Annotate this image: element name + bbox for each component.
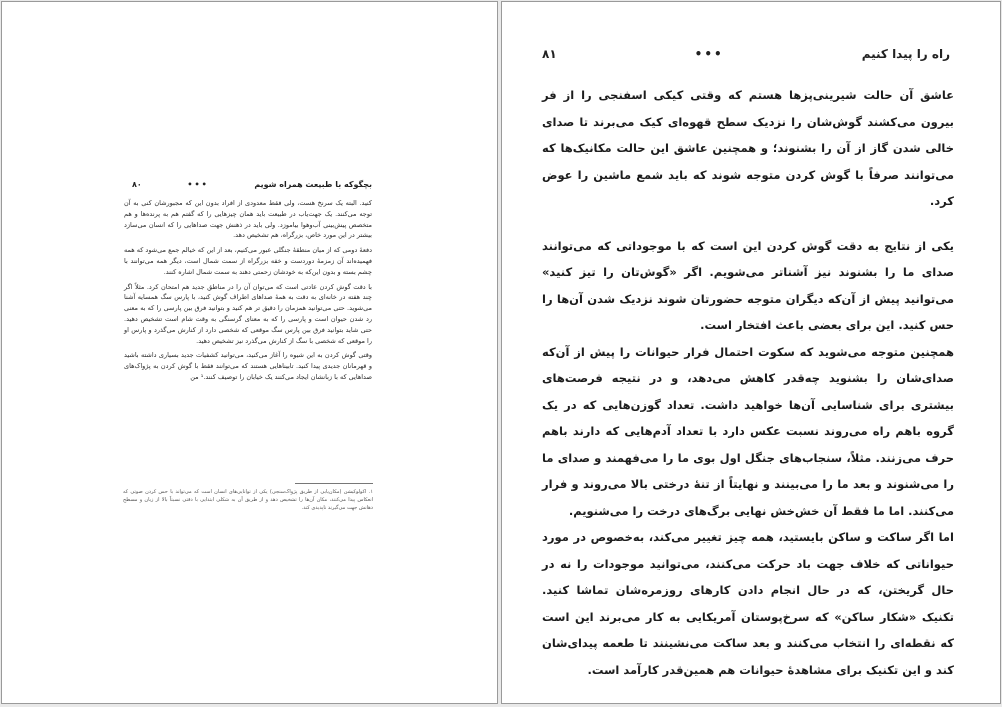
left-paragraph-2: دفعهٔ دومی که از میان منطقهٔ جنگلی عبور می‌کنیم، بعد از این که خیالم جمع می‌شود که همه فهمیده‌اند آن زمزمهٔ دوردست و خفه بزرگراه از سمت شمال است، دیگر همه می‌توانند با چشم بسته و بدون این‌که به خودشان زحمتی دهند به سمت شمال اشاره کنند.	[124, 246, 372, 276]
left-paragraph-1: کنید. البته یک سرنخ هست، ولی فقط معدودی از افراد بدون این که مجبورشان کنی به آن توجه می‌کنند. یک جهت‌یاب در طبیعت باید همان چیزهایی را که گفتم هم به پرنده‌ها و هم متخصص پیش‌بینی آب‌وهوا بیاموزد. ولی باید در ذهنش جهت صداهایی را که انسان می‌سازد بیشتر در این مورد خاص، بزرگراه، هم تشخیص دهد.	[124, 199, 372, 240]
right-paragraph-4: اما اگر ساکت و ساکن بایستید، همه چیز تغییر می‌کند، به‌خصوص در مورد حیواناتی که خلاف جهت باد حرکت می‌کنند، می‌توانید موجودات را نه در حال گریختن، که در حال انجام دادن کارهای روزمره‌شان تماشا کنید. تکنیک «شکار ساکن» که سرخ‌پوستان آمریکایی به کار می‌برند این است که نقطه‌ای را انتخاب می‌کنند و بعد ساکت می‌نشینند تا طعمه پیدای‌شان کند و این تکنیک برای مشاهدهٔ حیوانات هم همین‌قدر کارآمد است.	[542, 530, 954, 677]
right-body-text	[542, 82, 954, 683]
right-header-dots: •••	[694, 47, 724, 61]
right-chapter-title: راه را پیدا کنیم	[861, 47, 950, 61]
left-paragraph-4: وقتی گوش کردن به این شیوه را آغاز می‌کنید، می‌توانید کشفیات جدید بسیاری داشته باشید و قهرمانان جدیدی پیدا کنید. تابیناهایی هستند که می‌توانند فقط با گوش کردن به پژواک‌های صداهایی که با زبانشان ایجاد می‌کنند یک خیابان را توصیف کنند.¹ من	[124, 351, 372, 381]
left-body-text	[124, 198, 372, 387]
right-page-number: ۸۱	[542, 47, 557, 61]
left-page	[1, 1, 498, 704]
right-paragraph-2: یکی از نتایج به دقت گوش کردن این است که با موجوداتی که می‌توانند صدای ما را بشنوند نیز آشناتر می‌شویم. اگر «گوش‌تان را تیز کنید» می‌توانید پیش از آن‌که دیگران متوجه حضورتان شوند نزدیک شدن آن‌ها را حس کنید. این برای بعضی باعث افتخار است.	[542, 238, 954, 332]
right-paragraph-1: عاشق آن حالت شیرینی‌پزها هستم که وقتی کیکی اسفنجی را از فر بیرون می‌کشند گوش‌شان را نزدیک سطح قهوه‌ای کیک می‌برند تا صدای خالی شدن گاز از آن را بشنوند؛ و همچنین عاشق این حالت مکانیک‌ها که می‌توانند صرفاً با گوش کردن متوجه شوند که باید شمع ماشین را عوض کرد.	[542, 88, 954, 208]
right-page	[501, 1, 1001, 704]
right-page-header	[542, 43, 950, 65]
left-footnote: ۱. اکولوکیشن (مکان‌یابی از طریق پژواک‌سنجی) یکی از توانایی‌های انسان است که می‌تواند با حس کردن صوتی که انعکاس پیدا می‌کنند، مکان آن‌ها را تشخیص دهد و از طریق آن به شکلی ابتدایی با دقتی نسبتاً بالا از زبان و مسطح دهانش جهت می‌گیرند ناپدیدی کند.	[123, 489, 373, 512]
left-header-dots: •••	[187, 179, 209, 189]
left-page-number: ۸۰	[132, 179, 142, 189]
left-paragraph-3: با دقت گوش کردن عادتی است که می‌توان آن را در مناطق جدید هم امتحان کرد. مثلاً اگر چند هفته در خانه‌ای به دقت به همهٔ صداهای اطراف گوش کنید، با پارس سگ همسایه آشنا می‌شوید. حتی می‌توانید همزمان را دقیق تر هم کنید و بتوانید فرق بین پارسی را که به معنی رد شدن حیوان است و پارسی را که به معنای گرسنگی به وقت شام است تشخیص دهید. حتی شاید بتوانید فرق بین پارس سگ موقعی که شخصی دارد از کنارش می‌گذرد و پارس او را موقعی که شخصی با سگ از کنارش می‌گذرد نیز تشخیص دهید.	[124, 282, 372, 345]
footnote-separator	[295, 483, 373, 484]
left-chapter-title: بچگوکه با طبیعت همراه شویم	[254, 179, 372, 189]
right-paragraph-3: همچنین متوجه می‌شوید که سکوت احتمال فرار حیوانات را پیش از آن‌که صدای‌شان را بشنوید چه‌قدر کاهش می‌دهد، و در نتیجه فرصت‌های بیشتری برای شناسایی آن‌ها خواهید داشت. تعداد گوزن‌هایی که در یک گروه باهم راه می‌روند نسبت عکس دارد با تعداد آدم‌هایی که دارند باهم حرف می‌زنند. مثلاً، سنجاب‌های جنگل اول بوی ما را می‌فهمند و صدای ما را می‌شنوند و بعد ما را می‌بینند و نهایتاً از تنهٔ درختی بالا می‌روند و فرار می‌کنند. اما ما فقط آن خش‌خش نهایی برگ‌های درخت را می‌شنویم.	[542, 344, 954, 518]
left-page-header	[132, 174, 372, 194]
